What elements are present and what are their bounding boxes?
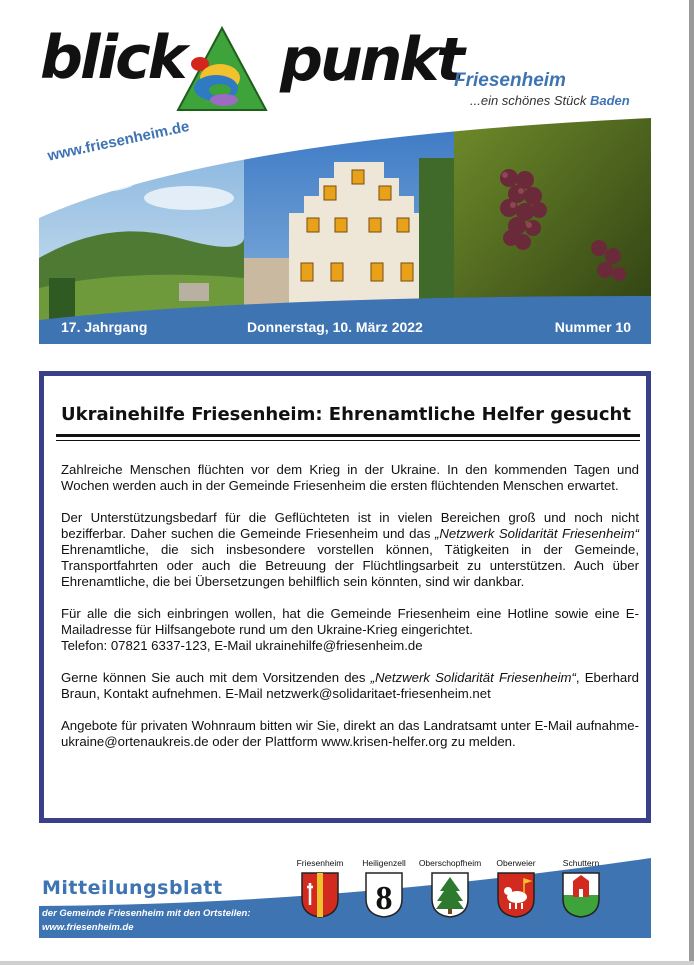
issue-date: Donnerstag, 10. März 2022	[247, 319, 423, 335]
headline-rule-thin	[56, 440, 640, 441]
article-body	[61, 462, 639, 766]
schuttern-crest-icon	[561, 871, 601, 919]
tagline-prefix: ...ein schönes Stück	[470, 93, 590, 108]
town-name: Friesenheim	[454, 70, 566, 91]
footer-website[interactable]: www.friesenheim.de	[42, 922, 134, 933]
paragraph-5: Angebote für privaten Wohnraum bitten wir Sie, direkt an das Landratsamt unter E-Mail aufnahme-ukraine@ortenaukreis.de oder der Plattform www.krisen-helfer.org zu melden.	[61, 718, 639, 749]
page-edge	[689, 0, 694, 965]
logo-tree-icon	[176, 26, 268, 112]
paragraph-2-text-cont: Ehrenamtliche, die sich insbesondere vorstellen können, Tätigkeiten in der Gemeinde, Transportfahrten oder auch die Betreuung der Flüchtlingsarbeit zu unterstützen. Auch über Ehrenamtliche, die bei Übersetzungen behilflich sein könnten, sind wir dankbar.	[61, 542, 639, 589]
paragraph-2-text: Der Unterstützungsbedarf für die Geflüchteten ist in vielen Bereichen groß und noch nicht bezifferbar. Daher suchen die Gemeinde Friesenheim und das	[61, 510, 639, 541]
logo-word-blick: blick	[40, 23, 185, 93]
headline-rule	[56, 434, 640, 437]
tagline	[470, 93, 630, 108]
tagline-region: Baden	[589, 93, 630, 108]
heiligenzell-crest-icon	[364, 871, 404, 919]
header-photo-banner	[39, 118, 651, 344]
footer-subtitle: der Gemeinde Friesenheim mit den Ortsteilen:	[42, 908, 251, 919]
logo-word-punkt: punkt	[280, 25, 462, 95]
issue-number: Nummer 10	[554, 319, 631, 335]
crest-number: 8	[375, 880, 393, 917]
network-name-2: „Netzwerk Solidarität Friesenheim“	[370, 670, 576, 685]
website-link[interactable]: www.friesenheim.de	[46, 117, 191, 165]
paragraph-4-text-cont: , Eberhard Braun, Kontakt aufnehmen. E-Mail netzwerk@solidaritaet-friesenheim.net	[61, 670, 639, 701]
paragraph-3-text: Für alle die sich einbringen wollen, hat die Gemeinde Friesenheim eine Hotline sowie eine E-Mailadresse für Hilfsangebote rund um den Ukraine-Krieg eingerichtet.	[61, 606, 639, 637]
oberweier-crest-icon	[496, 871, 536, 919]
friesenheim-crest-icon	[300, 871, 340, 919]
paragraph-2	[61, 510, 639, 590]
footer-title: Mitteilungsblatt	[42, 877, 223, 899]
network-name: „Netzwerk Solidarität Friesenheim“	[434, 526, 639, 541]
paragraph-4	[61, 670, 639, 702]
paragraph-1: Zahlreiche Menschen flüchten vor dem Krieg in der Ukraine. In den kommenden Tagen und Wochen werden auch in der Gemeinde Friesenheim die ersten flüchtenden Menschen erwartet.	[61, 462, 639, 493]
district-label-friesenheim: Friesenheim	[296, 858, 344, 868]
district-label-oberschopfheim: Oberschopfheim	[418, 858, 482, 868]
article-headline: Ukrainehilfe Friesenheim: Ehrenamtliche Helfer gesucht	[61, 404, 631, 425]
district-label-heiligenzell: Heiligenzell	[362, 858, 406, 868]
edition: 17. Jahrgang	[61, 319, 148, 335]
district-label-oberweier: Oberweier	[496, 858, 536, 868]
issue-info-bar	[39, 312, 651, 344]
district-label-schuttern: Schuttern	[562, 858, 600, 868]
page-bottom-edge	[0, 961, 694, 965]
oberschopfheim-crest-icon	[430, 871, 470, 919]
paragraph-3	[61, 606, 639, 654]
paragraph-4-text: Gerne können Sie auch mit dem Vorsitzenden des	[61, 670, 371, 685]
hotline-contact: Telefon: 07821 6337-123, E-Mail ukrainehilfe@friesenheim.de	[61, 638, 423, 653]
article-box	[39, 371, 651, 823]
